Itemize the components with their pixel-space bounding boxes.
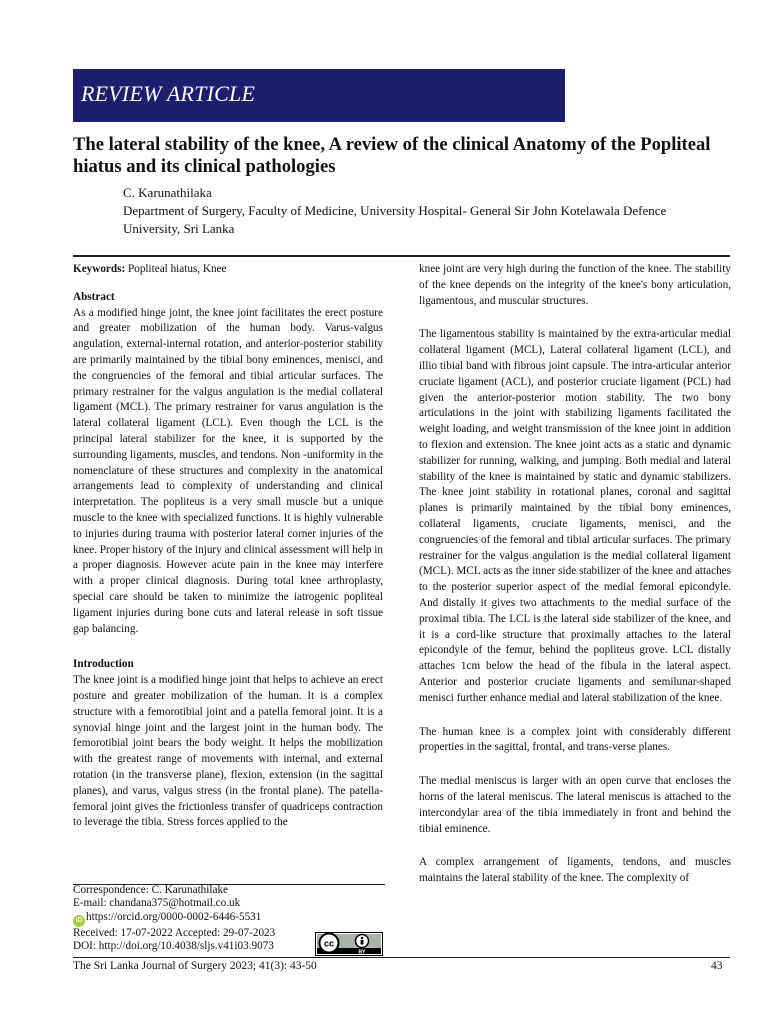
header-divider — [73, 255, 730, 257]
introduction-text: The knee joint is a modified hinge joint that helps to achieve an erect posture and greater mobilization of the human. It is a complex structure with a femorotibial joint and a patella femoral joint. It is a synovial hinge joint and the largest joint in the human body. The femorotibial joint bears the body weight. It helps the mobilization with the greatest range of movements with internal, and external rotation (in the transverse plane), flexion, extension (in the sagittal planes), and varus, valgus stress (in the frontal plane). The patella-femoral joint gives the frictionless transfer of quadriceps contraction to leverage the tibia. Stress forces applied to the — [73, 674, 383, 829]
right-paragraph-5: A complex arrangement of ligaments, tendons, and muscles maintains the lateral stability of the knee. The complexity of — [419, 856, 731, 885]
svg-text:cc: cc — [323, 938, 335, 949]
creative-commons-by-icon — [315, 932, 383, 956]
license-badge-text: BY — [358, 949, 366, 956]
correspondence-email: E-mail: chandana375@hotmail.co.uk — [73, 897, 241, 910]
author-name: C. Karunathilaka — [123, 185, 212, 200]
footer-divider — [73, 957, 730, 958]
affiliation-line-1: Department of Surgery, Faculty of Medicine, University Hospital- General Sir John Kotelawala Defence — [123, 203, 667, 218]
right-column — [419, 262, 731, 887]
right-paragraph-4: The medial meniscus is larger with an open curve that encloses the horns of the lateral meniscus. The lateral meniscus is attached to the intercondylar area of the tibia immediately in front and behind the tibial eminence. — [419, 775, 731, 835]
journal-citation: The Sri Lanka Journal of Surgery 2023; 41(3): 43-50 — [73, 960, 317, 972]
orcid-icon: iD — [73, 915, 85, 927]
page-number: 43 — [711, 960, 723, 972]
abstract-heading: Abstract — [73, 290, 115, 303]
author-block — [123, 184, 733, 238]
right-paragraph-3: The human knee is a complex joint with considerably different properties in the sagittal, frontal, and trans-verse planes. — [419, 725, 731, 754]
right-paragraph-1: knee joint are very high during the function of the knee. The stability of the knee depends on the integrity of the knee's bony articulation, ligamentous, and muscular structures. — [419, 263, 731, 307]
review-article-banner — [73, 69, 565, 122]
keywords-value: Popliteal hiatus, Knee — [125, 263, 227, 275]
introduction-heading: Introduction — [73, 658, 134, 671]
received-accepted-dates: Received: 17-07-2022 Accepted: 29-07-2023 — [73, 926, 276, 939]
abstract-text: As a modified hinge joint, the knee joint facilitates the erect posture and greater mobilization of the human body. Varus-valgus angulation, external-internal rotation, and anterior-posterior stability are primarily maintained by the tibial bony eminences, menisci, and the congruencies of the femoral and tibial articular surfaces. The primary restrainer for the valgus angulation is the medial collateral ligament (MCL). The primary restrainer for varus angulation is the lateral collateral ligament (LCL). Even though the LCL is the principal lateral stabilizer for the knee, it is supported by the surrounding ligaments, muscles, and tendons. Non -uniformity in the nomenclature of these structures and complexity in the anatomical arrangements lead to complexity of understanding and clinical interpretation. The popliteus is a very small muscle but a unique muscle to the knee with specialized functions. It is highly vulnerable to injuries during trauma with posterior lateral corner injuries of the knee. Proper history of the injury and clinical assessment will help in a proper diagnosis. However acute pain in the knee may interfere with a proper clinical diagnosis. During total knee arthroplasty, special care should be taken to minimize the iatrogenic popliteal ligament injuries during bone cuts and lateral release in soft tissue gap balancing. — [73, 306, 383, 635]
orcid-link[interactable]: https://orcid.org/0000-0002-6446-5531 — [86, 910, 262, 923]
keywords — [73, 262, 383, 278]
orcid-line — [73, 911, 388, 927]
banner-label: REVIEW ARTICLE — [81, 81, 256, 106]
doi-link[interactable]: DOI: http://doi.org/10.4038/sljs.v41i03.9073 — [73, 940, 274, 953]
affiliation-line-2: University, Sri Lanka — [123, 221, 235, 236]
right-paragraph-2: The ligamentous stability is maintained by the extra-articular medial collateral ligament (MCL), Lateral collateral ligament (LCL), and illio tibial band with fibrous joint capsule. The intra-articular anterior cruciate ligament (ACL), and posterior cruciate ligament (PCL) had given the anterior-posterior motion stability. The two bony articulations in the joint with stabilizing ligaments facilitated the weight loading, and weight transmission of the knee joint in addition to flexion and extension. The knee joint acts as a static and dynamic stabilizer for running, walking, and jumping. Both medial and lateral stability of the knee is maintained by static and dynamic stabilizers. The knee joint stability in rotational planes, coronal and sagittal planes is primarily maintained by the tibial bony eminences, collateral ligaments, cruciate ligaments, menisci, and the congruencies of the femoral and tibial articular surfaces. The primary restrainer for the valgus angulation is the medial collateral ligament (MCL). MCL acts as the inner side stabilizer of the knee and attaches to the posterior superior aspect of the medial femoral epicondyle. And distally it gives two attachments to the medial surface of the proximal tibia. The LCL is the lateral side stabilizer of the knee, and it is a cord-like structure that proximally attaches to the lateral epicondyle of the femur, behind the popliteus grove. LCL distally attaches 1cm below the head of the fibula in the lateral aspect. Anterior and posterior cruciate ligaments and semilunar-shaped menisci further enhance medial and lateral stabilization of the knee. — [419, 328, 731, 704]
article-title: The lateral stability of the knee, A review of the clinical Anatomy of the Popliteal hiatus and its clinical pathologies — [73, 134, 711, 177]
left-column — [73, 262, 383, 831]
correspondence-name: Correspondence: C. Karunathilake — [73, 884, 229, 896]
keywords-label: Keywords: — [73, 263, 126, 275]
